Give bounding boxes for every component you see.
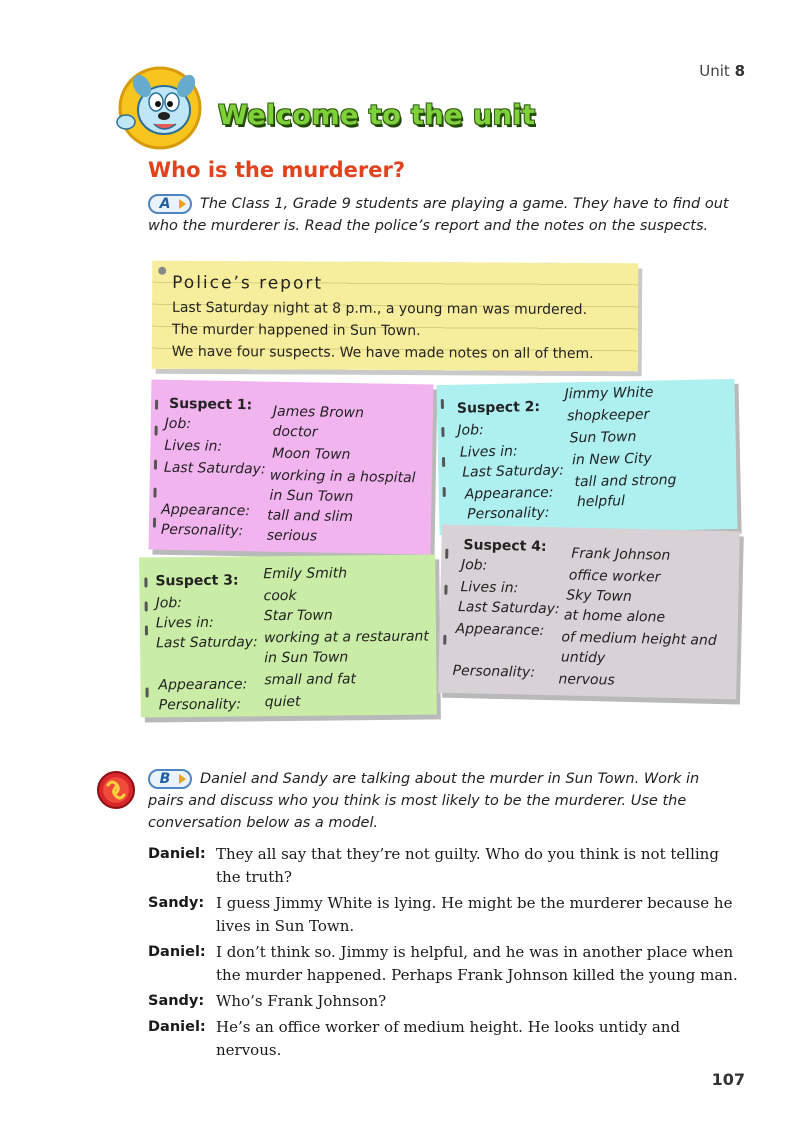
suspect-name: Frank Johnson xyxy=(571,545,671,564)
personality-value: serious xyxy=(266,527,318,545)
cartoon-dog-mascot-icon xyxy=(112,62,208,152)
binding-mark xyxy=(444,585,447,595)
dialogue-turn xyxy=(148,990,748,1013)
speaker-name: Sandy: xyxy=(148,895,205,911)
binding-mark xyxy=(145,625,148,635)
lives-label: Lives in: xyxy=(155,614,214,632)
lives-label: Lives in: xyxy=(459,443,518,461)
police-report-line: Last Saturday night at 8 p.m., a young man was murdered. xyxy=(171,299,588,319)
speaker-name: Sandy: xyxy=(148,993,205,1009)
speaker-name: Daniel: xyxy=(148,1019,206,1035)
personality-value: nervous xyxy=(558,671,615,689)
part-a-badge-letter: A xyxy=(159,196,171,212)
appearance-value: tall and slim xyxy=(267,507,354,526)
saturday-value: at home alone xyxy=(563,607,666,626)
police-report-line: The murder happened in Sun Town. xyxy=(171,321,421,340)
saturday-value-cont: in Sun Town xyxy=(269,487,354,506)
speaker-name: Daniel: xyxy=(148,944,206,960)
part-a-badge xyxy=(148,194,192,214)
lives-value: Sun Town xyxy=(569,428,637,447)
saturday-value: working at a restaurant xyxy=(263,628,429,647)
saturday-label: Last Saturday: xyxy=(155,634,258,652)
speaker-name: Daniel: xyxy=(148,846,206,862)
welcome-title: Welcome to the unit xyxy=(218,100,536,131)
saturday-value: in New City xyxy=(571,450,652,469)
lives-value: Moon Town xyxy=(272,445,351,464)
appearance-value: of medium height and xyxy=(561,629,717,649)
lives-label: Lives in: xyxy=(460,579,519,597)
appearance-label: Appearance: xyxy=(464,484,554,503)
saturday-label: Last Saturday: xyxy=(163,459,266,478)
job-label: Job: xyxy=(155,595,183,612)
job-value: office worker xyxy=(568,567,661,586)
binding-mark xyxy=(155,400,158,410)
appearance-label: Appearance: xyxy=(158,676,248,694)
suspect-heading: Suspect 2: xyxy=(456,398,541,417)
speech-text: They all say that they’re not guilty. Who do you think is not telling the truth? xyxy=(216,845,719,886)
binding-mark xyxy=(445,549,448,559)
play-triangle-icon xyxy=(179,199,186,209)
job-label: Job: xyxy=(460,557,488,574)
personality-value: helpful xyxy=(576,493,626,511)
saturday-label: Last Saturday: xyxy=(462,462,565,481)
job-value: doctor xyxy=(272,423,318,441)
suspect-name: James Brown xyxy=(272,403,365,422)
lives-value: Star Town xyxy=(263,607,333,625)
saturday-value-cont: in Sun Town xyxy=(264,649,349,667)
speech-text: Who’s Frank Johnson? xyxy=(216,992,387,1010)
personality-label: Personality: xyxy=(158,696,242,714)
unit-prefix: Unit xyxy=(699,62,730,80)
binding-mark xyxy=(441,399,444,409)
appearance-value-cont: untidy xyxy=(560,649,606,667)
binding-mark xyxy=(154,460,157,470)
personality-label: Personality: xyxy=(452,662,536,681)
job-label: Job: xyxy=(164,415,192,433)
personality-label: Personality: xyxy=(160,521,244,540)
police-report-note xyxy=(152,261,639,372)
job-label: Job: xyxy=(457,422,484,439)
part-b-text: Daniel and Sandy are talking about the murder in Sun Town. Work in pairs and discuss who you think is most likely to be the murderer. Use the conversation below as a model. xyxy=(148,771,700,831)
saturday-label: Last Saturday: xyxy=(457,599,560,618)
page-number: 107 xyxy=(711,1070,745,1089)
suspect-3-note xyxy=(139,554,437,717)
binding-mark xyxy=(155,426,158,436)
binding-mark xyxy=(441,427,444,437)
binding-mark xyxy=(443,487,446,497)
appearance-label: Appearance: xyxy=(455,620,545,639)
dialogue-turn xyxy=(148,1016,748,1062)
binding-mark xyxy=(144,577,147,587)
suspect-1-note xyxy=(149,380,434,555)
speech-text: I guess Jimmy White is lying. He might be the murderer because he lives in Sun Town. xyxy=(216,894,733,935)
dialogue xyxy=(148,843,748,1065)
lives-value: Sky Town xyxy=(566,587,632,605)
play-triangle-icon xyxy=(179,774,186,784)
part-b-badge-letter: B xyxy=(159,771,171,787)
speech-text: I don’t think so. Jimmy is helpful, and he was in another place when the murder happened. Perhaps Frank Johnson killed the young man. xyxy=(216,943,738,984)
binding-mark xyxy=(442,457,445,467)
police-report-title: Police’s report xyxy=(172,272,324,294)
suspect-2-note xyxy=(436,379,737,535)
pair-work-icon xyxy=(96,770,136,810)
suspect-4-note xyxy=(438,525,740,700)
personality-value: quiet xyxy=(264,693,301,711)
job-value: shopkeeper xyxy=(566,406,650,425)
binding-mark xyxy=(146,687,149,697)
dialogue-turn xyxy=(148,892,748,938)
saturday-value: working in a hospital xyxy=(269,467,416,487)
pin-icon xyxy=(158,267,166,275)
dialogue-turn xyxy=(148,843,748,889)
suspect-heading: Suspect 4: xyxy=(463,537,547,556)
section-title: Who is the murderer? xyxy=(148,158,406,182)
suspect-heading: Suspect 1: xyxy=(168,395,253,414)
part-a-text: The Class 1, Grade 9 students are playing a game. They have to find out who the murderer is. Read the police’s report and the notes on the suspects. xyxy=(148,196,729,234)
unit-number: 8 xyxy=(734,62,745,80)
binding-mark xyxy=(153,518,156,528)
appearance-value: tall and strong xyxy=(574,472,677,491)
speech-text: He’s an office worker of medium height. He looks untidy and nervous. xyxy=(216,1018,681,1059)
appearance-value: small and fat xyxy=(264,671,357,689)
binding-mark xyxy=(153,488,156,498)
police-report-line: We have four suspects. We have made notes on all of them. xyxy=(171,343,594,363)
lives-label: Lives in: xyxy=(164,437,223,455)
binding-mark xyxy=(145,601,148,611)
job-value: cook xyxy=(263,587,297,605)
suspect-heading: Suspect 3: xyxy=(155,572,239,590)
dialogue-turn xyxy=(148,941,748,987)
binding-mark xyxy=(443,635,446,645)
suspect-name: Jimmy White xyxy=(564,384,654,403)
suspect-name: Emily Smith xyxy=(263,565,348,583)
appearance-label: Appearance: xyxy=(161,501,251,520)
part-b-instruction xyxy=(148,768,738,834)
unit-label xyxy=(699,62,745,80)
personality-label: Personality: xyxy=(467,504,550,523)
part-a-instruction xyxy=(148,193,738,237)
part-b-badge xyxy=(148,769,192,789)
